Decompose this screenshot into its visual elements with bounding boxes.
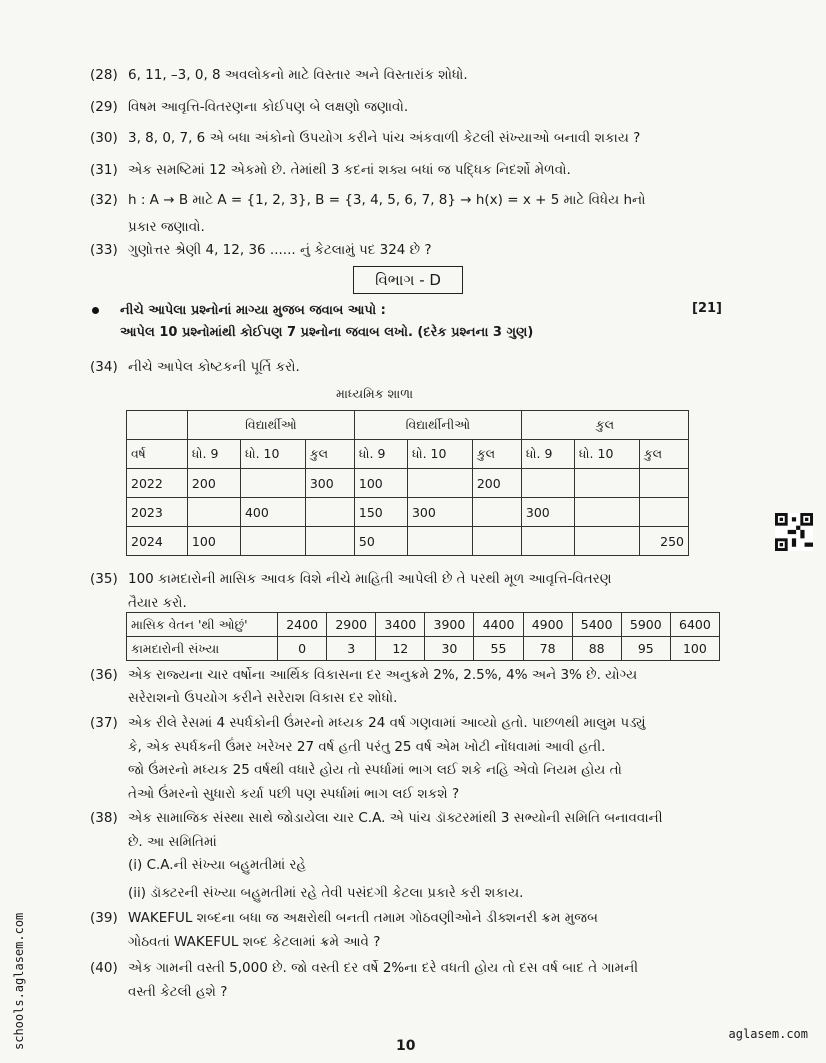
question-34: (34) નીચે આપેલ કોષ્ટકની પૂર્તિ કરો. bbox=[90, 359, 300, 375]
table-cell: 250 bbox=[639, 527, 688, 556]
table-cell: 4900 bbox=[523, 613, 572, 637]
question-30: (30) 3, 8, 0, 7, 6 એ બધા અંકોનો ઉપયોગ કરીને પાંચ અંકવાળી કેટલી સંખ્યાઓ બનાવી શકાય ? bbox=[90, 130, 641, 146]
table-cell bbox=[639, 498, 688, 527]
question-36: (36) એક રાજ્યના ચાર વર્ષોના આર્થિક વિકાસના દર અનુક્રમે 2%, 2.5%, 4% અને 3% છે. યોગ્ય સરેરાશનો ઉપયોગ કરીને સરેરાશ વિકાસ દર શોધો. bbox=[90, 667, 638, 706]
col-header: ધો. 9 bbox=[187, 440, 240, 469]
section-instructions: નીચે આપેલા પ્રશ્નોનાં માગ્યા મુજબ જવાબ આપો : આપેલ 10 પ્રશ્નોમાંથી કોઈપણ 7 પ્રશ્નોના જવાબ લખો. (દરેક પ્રશ્નના 3 ગુણ) bbox=[120, 303, 534, 340]
table-cell: 150 bbox=[354, 498, 407, 527]
question-38-sub-i: (i) C.A.ની સંખ્યા બહુમતીમાં રહે bbox=[128, 857, 307, 873]
table-cell bbox=[305, 498, 354, 527]
table-cell: 3400 bbox=[376, 613, 425, 637]
col-header: વર્ષ bbox=[127, 440, 188, 469]
table-row bbox=[127, 498, 689, 527]
col-header: ધો. 9 bbox=[354, 440, 407, 469]
table-cell bbox=[521, 527, 574, 556]
table-cell bbox=[472, 527, 521, 556]
table-cell: 0 bbox=[278, 637, 327, 661]
table-cell: 12 bbox=[376, 637, 425, 661]
question-37: (37) એક રીલે રેસમાં 4 સ્પર્ધકોની ઉંમરનો મધ્યક 24 વર્ષ ગણવામાં આવ્યો હતો. પાછળથી માલુમ પડ્યું કે, એક સ્પર્ધકની ઉંમર ખરેખર 27 વર્ષ હતી પરંતુ 25 વર્ષ એમ ખોટી નોંધવામાં આવી હતી. જો ઉંમરનો મધ્યક 25 વર્ષથી વધારે હોય તો સ્પર્ધામાં ભાગ લઈ શકે નહિ એવો નિયમ હોય તો તેઓ ઉંમરનો સુધારો કર્યા પછી પણ સ્પર્ધામાં ભાગ લઈ શકશે ? bbox=[90, 715, 646, 802]
question-29: (29) વિષમ આવૃત્તિ-વિતરણના કોઈપણ બે લક્ષણો જણાવો. bbox=[90, 99, 409, 115]
table-header-row bbox=[127, 440, 689, 469]
table-cell: 5900 bbox=[621, 613, 670, 637]
table-cell: 4400 bbox=[474, 613, 523, 637]
question-33: (33) ગુણોત્તર શ્રેણી 4, 12, 36 ...... નું કેટલામું પદ 324 છે ? bbox=[90, 242, 432, 258]
table-cell: 6400 bbox=[670, 613, 719, 637]
table-cell: 300 bbox=[407, 498, 472, 527]
group-header: વિદ્યાર્થીઓ bbox=[187, 411, 354, 440]
page-number: 10 bbox=[396, 1038, 416, 1054]
table-cell bbox=[574, 527, 639, 556]
col-header: ધો. 10 bbox=[407, 440, 472, 469]
table-cell bbox=[240, 527, 305, 556]
table-cell: 300 bbox=[305, 469, 354, 498]
section-marks: [21] bbox=[692, 301, 722, 316]
table-cell: કામદારોની સંખ્યા bbox=[127, 637, 278, 661]
table-cell: 55 bbox=[474, 637, 523, 661]
question-31: (31) એક સમષ્ટિમાં 12 એકમો છે. તેમાંથી 3 કદનાં શક્ય બધાં જ પદ્ધિક નિદર્શો મેળવો. bbox=[90, 162, 571, 178]
table-cell: 88 bbox=[572, 637, 621, 661]
table-row bbox=[127, 469, 689, 498]
question-38: (38) એક સામાજિક સંસ્થા સાથે જોડાયેલા ચાર C.A. એ પાંચ ડૉક્ટરમાંથી 3 સભ્યોની સમિતિ બનાવવાની છે. આ સમિતિમાં bbox=[90, 810, 663, 850]
table-caption: માધ્યમિક શાળા bbox=[336, 386, 414, 401]
table-cell: 300 bbox=[521, 498, 574, 527]
table-cell bbox=[407, 469, 472, 498]
question-28: (28) 6, 11, –3, 0, 8 અવલોકનો માટે વિસ્તાર અને વિસ્તારાંક શોધો. bbox=[90, 67, 468, 83]
table-cell bbox=[639, 469, 688, 498]
table-cell: 95 bbox=[621, 637, 670, 661]
table-cell bbox=[187, 498, 240, 527]
table-row bbox=[127, 637, 720, 661]
question-39: (39) WAKEFUL શબ્દના બધા જ અક્ષરોથી બનતી તમામ ગોઠવણીઓને ડીક્શનરી ક્રમ મુજબ ગોઠવતાં WAKEFUL શબ્દ કેટલામાં ક્રમે આવે ? bbox=[90, 910, 598, 950]
table-cell: 200 bbox=[472, 469, 521, 498]
question-35: (35) 100 કામદારોની માસિક આવક વિશે નીચે માહિતી આપેલી છે તે પરથી મૂળ આવૃત્તિ-વિતરણ તૈયાર કરો. bbox=[90, 571, 612, 611]
school-table bbox=[126, 410, 689, 556]
footer-watermark: aglasem.com bbox=[728, 1027, 808, 1041]
table-cell: 78 bbox=[523, 637, 572, 661]
table-cell: 400 bbox=[240, 498, 305, 527]
table-cell: 2022 bbox=[127, 469, 188, 498]
col-header: ધો. 10 bbox=[240, 440, 305, 469]
table-group-header-row bbox=[127, 411, 689, 440]
table-cell bbox=[574, 498, 639, 527]
table-cell bbox=[407, 527, 472, 556]
table-cell: 2900 bbox=[327, 613, 376, 637]
table-cell: 100 bbox=[187, 527, 240, 556]
table-cell bbox=[305, 527, 354, 556]
group-header: વિદ્યાર્થીનીઓ bbox=[354, 411, 521, 440]
table-cell: 200 bbox=[187, 469, 240, 498]
side-watermark: schools.aglasem.com bbox=[12, 912, 26, 1050]
section-title: વિભાગ - D bbox=[353, 266, 463, 294]
table-cell: 100 bbox=[354, 469, 407, 498]
table-cell: માસિક વેતન 'થી ઓછું' bbox=[127, 613, 278, 637]
question-38-sub-ii: (ii) ડૉક્ટરની સંખ્યા બહુમતીમાં રહે તેવી પસંદગી કેટલા પ્રકારે કરી શકાય. bbox=[128, 885, 524, 901]
table-row bbox=[127, 613, 720, 637]
table-cell: 2023 bbox=[127, 498, 188, 527]
table-cell bbox=[574, 469, 639, 498]
table-cell bbox=[240, 469, 305, 498]
table-cell: 30 bbox=[425, 637, 474, 661]
question-40: (40) એક ગામની વસ્તી 5,000 છે. જો વસ્તી દર વર્ષે 2%ના દરે વધતી હોય તો દસ વર્ષ બાદ તે ગામની વસ્તી કેટલી હશે ? bbox=[90, 960, 639, 1000]
table-cell: 2400 bbox=[278, 613, 327, 637]
col-header: ધો. 9 bbox=[521, 440, 574, 469]
group-header: કુલ bbox=[521, 411, 688, 440]
col-header: કુલ bbox=[305, 440, 354, 469]
table-cell: 100 bbox=[670, 637, 719, 661]
col-header: કુલ bbox=[639, 440, 688, 469]
table-row bbox=[127, 527, 689, 556]
table-cell bbox=[472, 498, 521, 527]
table-cell: 3900 bbox=[425, 613, 474, 637]
col-header: ધો. 10 bbox=[574, 440, 639, 469]
qr-code-icon bbox=[775, 513, 813, 551]
question-32: (32) h : A → B માટે A = {1, 2, 3}, B = {3, 4, 5, 6, 7, 8} → h(x) = x + 5 માટે વિધેય hનો પ્રકાર જણાવો. bbox=[90, 192, 646, 235]
table-cell bbox=[521, 469, 574, 498]
table-cell: 3 bbox=[327, 637, 376, 661]
wage-table bbox=[126, 612, 720, 661]
table-cell: 50 bbox=[354, 527, 407, 556]
table-cell: 5400 bbox=[572, 613, 621, 637]
table-cell: 2024 bbox=[127, 527, 188, 556]
col-header: કુલ bbox=[472, 440, 521, 469]
